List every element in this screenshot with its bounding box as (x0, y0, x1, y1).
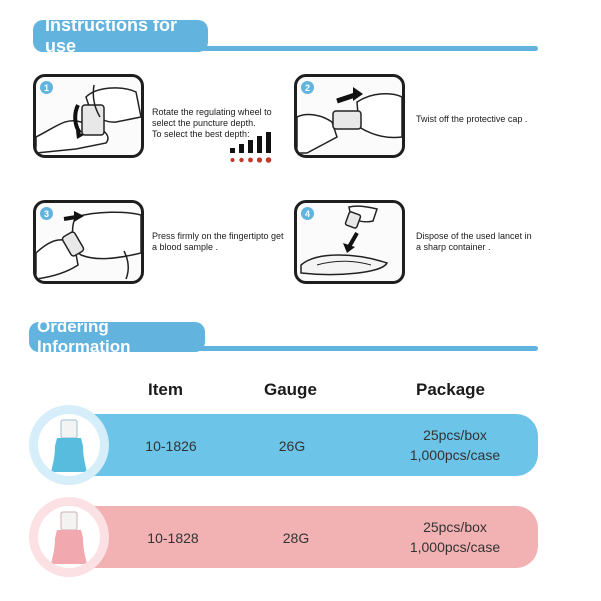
package-value: 25pcs/box 1,000pcs/case (409, 427, 501, 463)
step-3-text: Press firmly on the fingertipto get a blood sample . (152, 231, 284, 252)
step-2-text: Twist off the protective cap . (416, 114, 528, 124)
gauge-value: 26G (278, 438, 306, 454)
item-number: 10-1826 (145, 438, 197, 454)
step-2-illustration (294, 74, 405, 158)
step-3-illustration (33, 200, 144, 284)
step-1-number: 1 (40, 81, 53, 94)
ordering-rule (196, 346, 538, 351)
instructions-title: Instructions for use (45, 15, 178, 56)
pink-lancet-icon (49, 508, 89, 566)
depth-level-bars-icon (228, 132, 278, 164)
step-3-number: 3 (40, 207, 53, 220)
gauge-value: 28G (282, 530, 310, 546)
column-header-package: Package (416, 380, 485, 399)
instructions-heading (33, 15, 208, 56)
instructions-rule (198, 46, 538, 51)
column-header-item: Item (148, 380, 183, 399)
item-number: 10-1828 (147, 530, 199, 546)
step-4-illustration (294, 200, 405, 284)
column-header-gauge: Gauge (264, 380, 317, 399)
step-4-number: 4 (301, 207, 314, 220)
ordering-title: Ordering Information (37, 317, 131, 356)
step-4-text: Dispose of the used lancet in a sharp container . (416, 231, 532, 252)
lancet-28g-image (29, 497, 109, 577)
step-2-number: 2 (301, 81, 314, 94)
ordering-heading (29, 317, 205, 356)
package-value: 25pcs/box 1,000pcs/case (409, 519, 501, 555)
step-1-illustration (33, 74, 144, 158)
step-1-text: Rotate the regulating wheel to select the puncture depth. To select the best depth: (152, 107, 272, 139)
lancet-26g-image (29, 405, 109, 485)
blue-lancet-icon (49, 416, 89, 474)
